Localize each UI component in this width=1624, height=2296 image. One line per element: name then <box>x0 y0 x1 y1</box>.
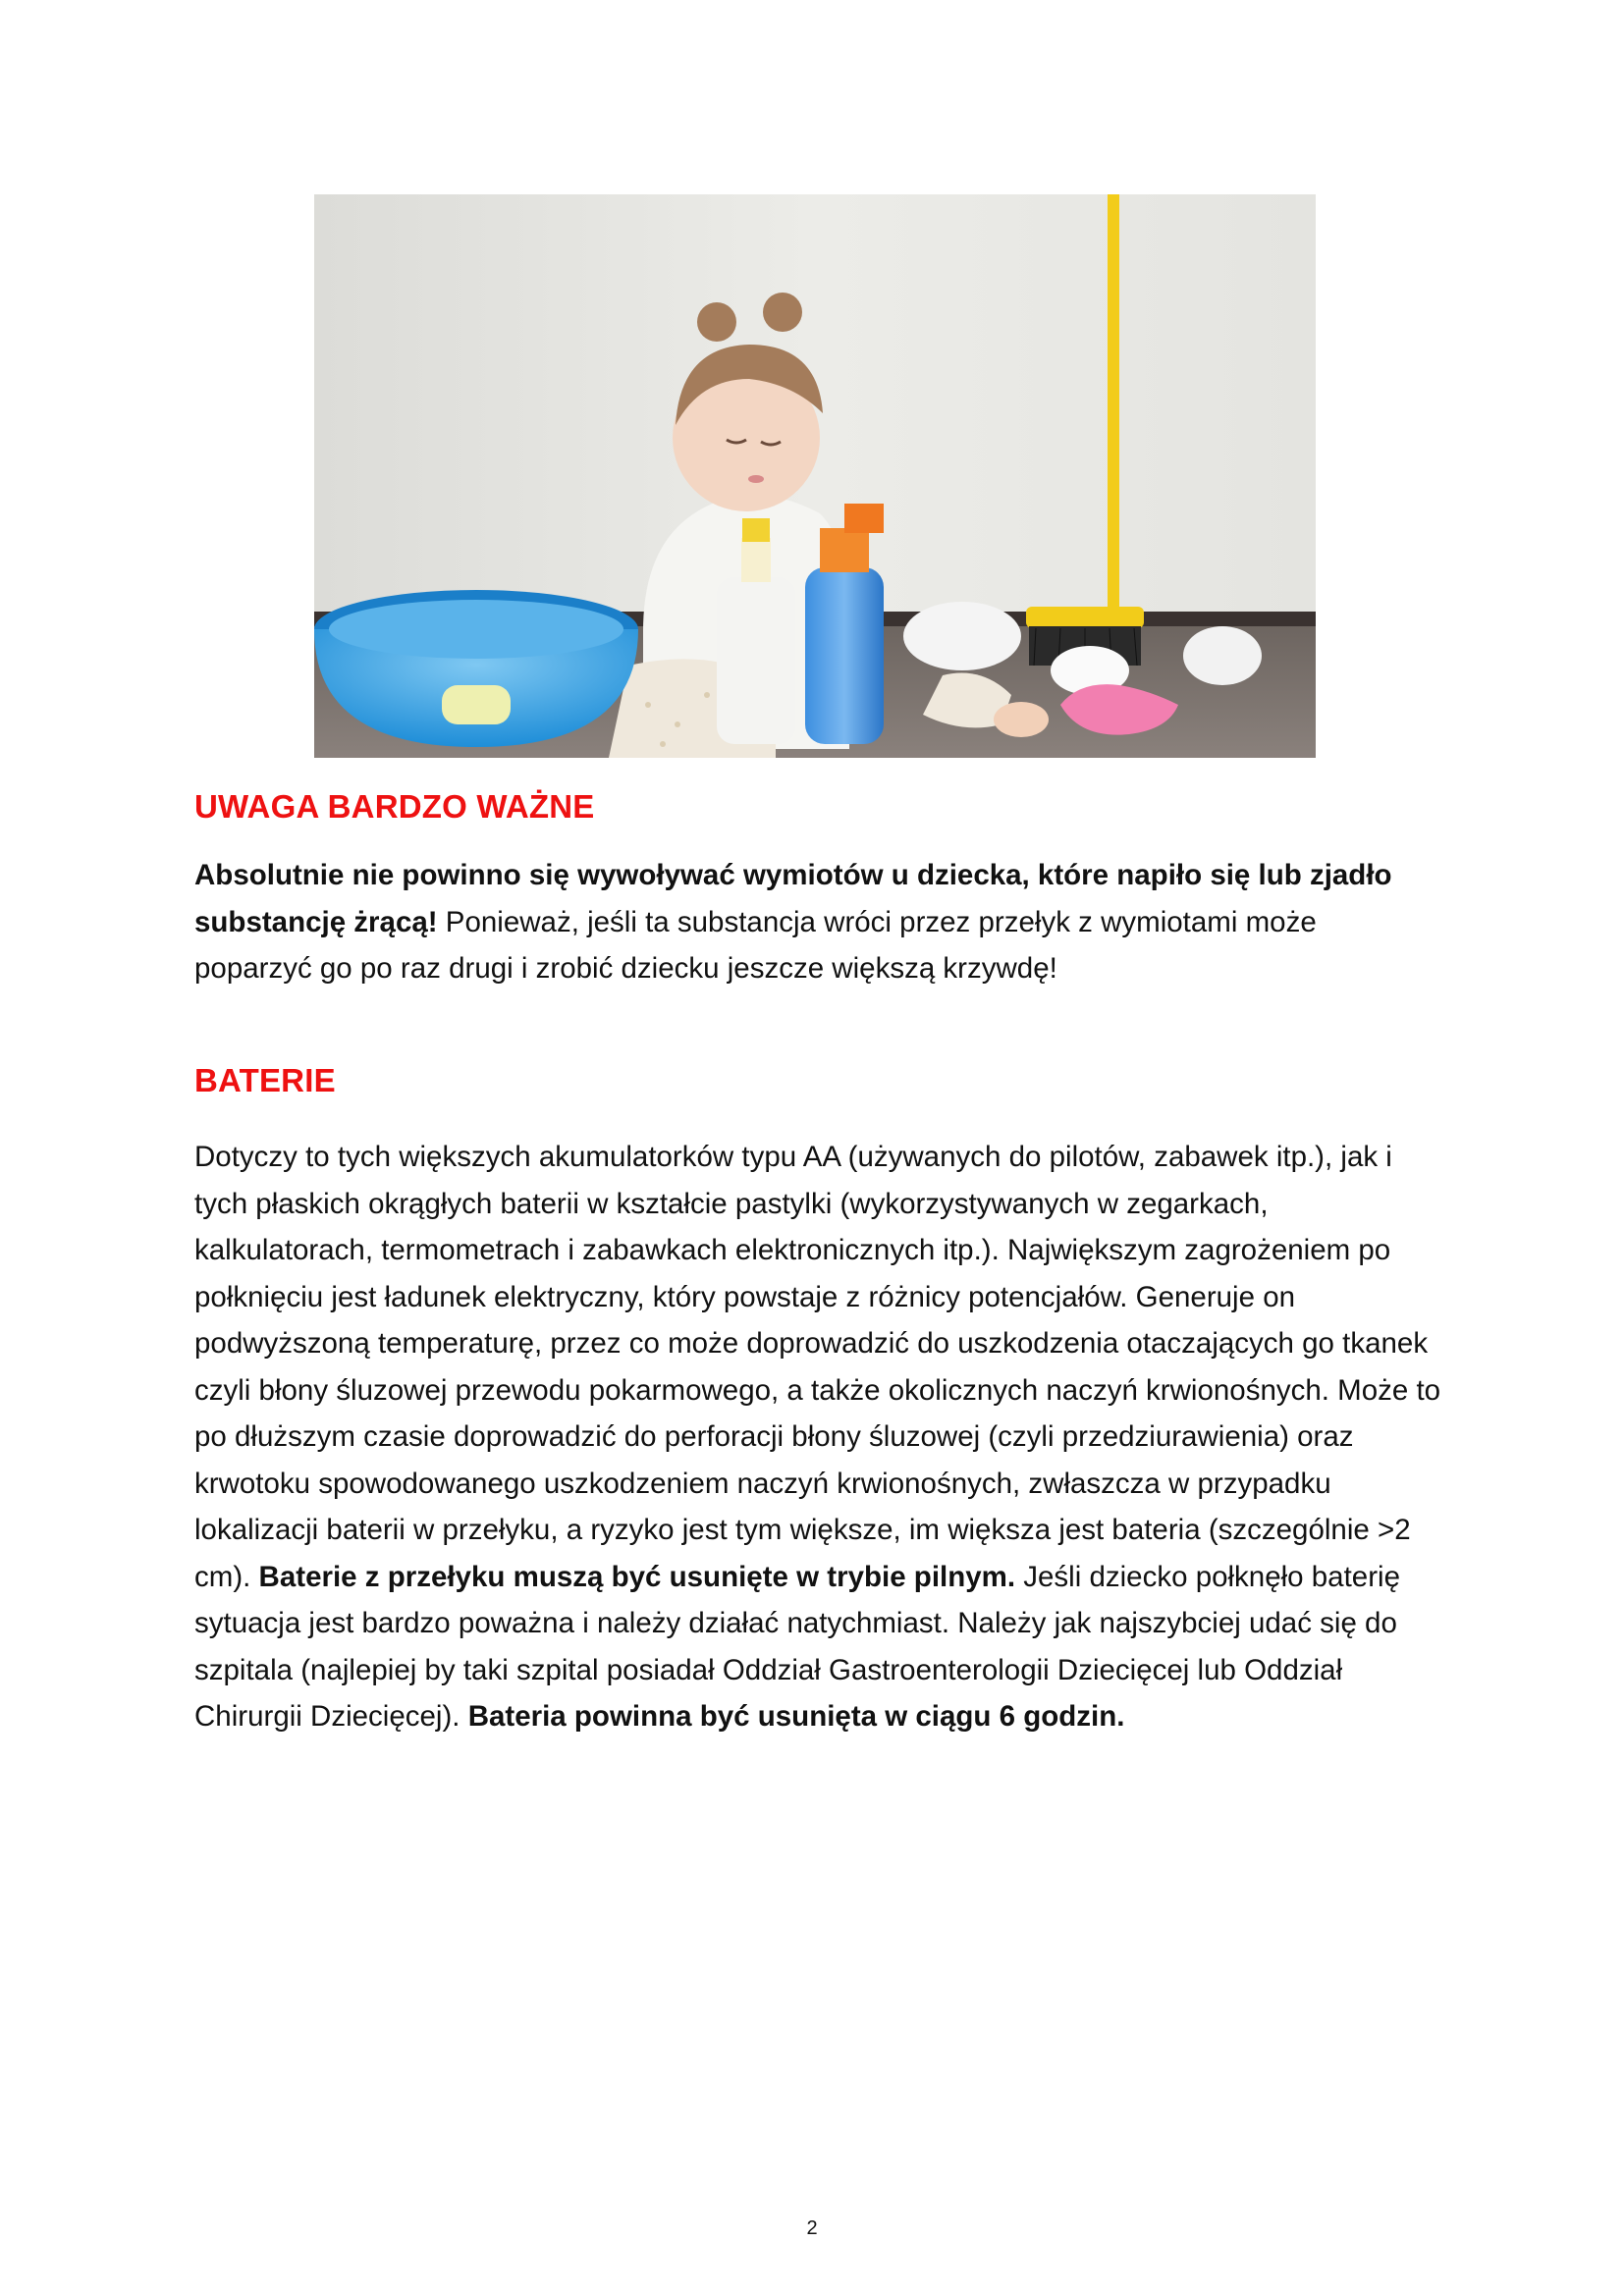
batteries-paragraph-part-1: Dotyczy to tych większych akumulatorków typu AA (używanych do pilotów, zabawek itp.), jak i tych płaskich okrągłych baterii w kształcie pastylki (wykorzystywanych w zegarkach, kalkulatorach, termometrach i zabawkach elektronicznych itp.). Największym zagrożeniem po połknięciu jest ładunek elektryczny, który powstaje z różnicy potencjałów. Generuje on podwyższoną temperaturę, przez co może doprowadzić do uszkodzenia otaczających go tkanek czyli błony śluzowej przewodu pokarmowego, a także okolicznych naczyń krwionośnych. Może to po dłuższym czasie doprowadzić do perforacji błony śluzowej (czyli przedziurawienia) oraz krwotoku spowodowanego uszkodzeniem naczyń krwionośnych, zwłaszcza w przypadku lokalizacji baterii w przełyku, a ryzyko jest tym większe, im większa jest bateria (szczególnie >2 cm). <box>194 1141 1441 1593</box>
warning-paragraph-bold: Absolutnie nie powinno się wywoływać wymiotów u dziecka, które napiło się lub zjadło substancję żrącą! <box>194 859 1392 938</box>
section-heading-warning: UWAGA BARDZO WAŻNE <box>194 788 595 825</box>
warning-paragraph <box>194 852 1441 992</box>
batteries-paragraph <box>194 1134 1441 1740</box>
child-with-cleaning-products-photo <box>314 194 1316 758</box>
batteries-paragraph-bold-2: Bateria powinna być usunięta w ciągu 6 godzin. <box>467 1700 1125 1733</box>
warning-paragraph-rest: Ponieważ, jeśli ta substancja wróci przez przełyk z wymiotami może poparzyć go po raz drugi i zrobić dziecku jeszcze większą krzywdę! <box>194 905 1317 985</box>
batteries-paragraph-bold-1: Baterie z przełyku muszą być usunięte w trybie pilnym. <box>258 1560 1016 1593</box>
batteries-paragraph-part-2: Jeśli dziecko połknęło baterię sytuacja jest bardzo poważna i należy działać natychmiast. Należy jak najszybciej udać się do szpitala (najlepiej by taki szpital posiadał Oddział Gastroenterologii Dziecięcej lub Oddział Chirurgii Dziecięcej). <box>194 1560 1400 1733</box>
page-number: 2 <box>806 2217 818 2239</box>
section-heading-batteries: BATERIE <box>194 1062 336 1098</box>
